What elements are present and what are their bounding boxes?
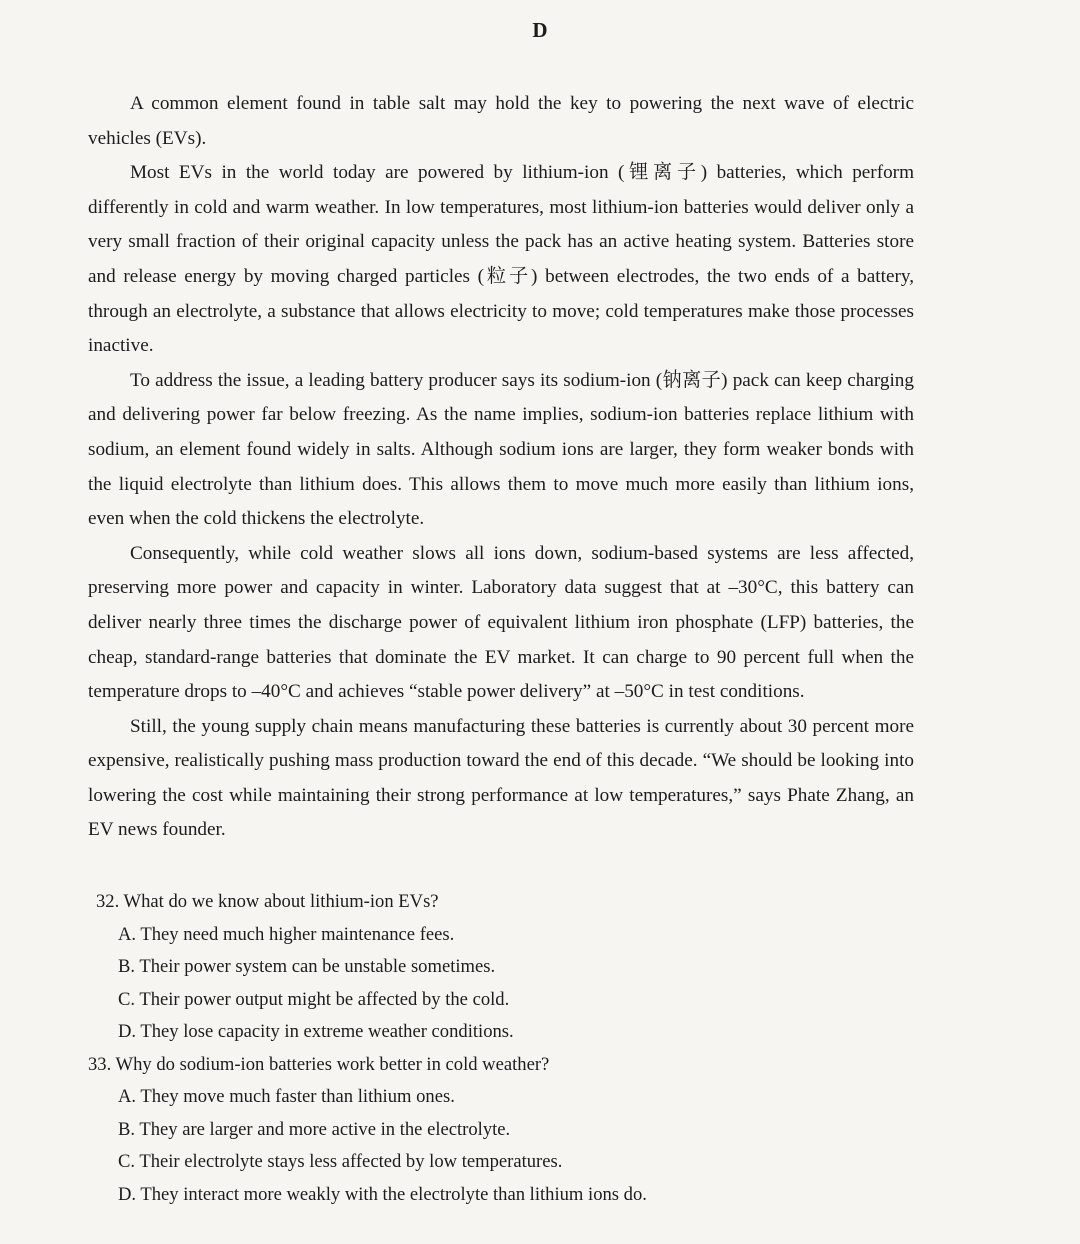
- passage-paragraph: To address the issue, a leading battery producer says its sodium-ion (钠离子) pack can keep charging and delivering power far below freezing. As the name implies, sodium-ion batteries replace lithium with sodium, an element found widely in salts. Although sodium ions are larger, they form weaker bonds with the liquid electrolyte than lithium does. This allows them to move much more easily than lithium ions, even when the cold thickens the electrolyte.: [88, 369, 914, 530]
- reading-passage: [88, 87, 914, 848]
- answer-option: B. They are larger and more active in the electrolyte.: [118, 1118, 511, 1140]
- answer-option: C. Their electrolyte stays less affected by low temperatures.: [118, 1151, 563, 1173]
- question-stem: 32. What do we know about lithium-ion EVs?: [96, 891, 439, 913]
- passage-paragraph: A common element found in table salt may hold the key to powering the next wave of electric vehicles (EVs).: [88, 93, 914, 149]
- answer-option: D. They lose capacity in extreme weather conditions.: [118, 1021, 514, 1043]
- question-stem: 33. Why do sodium-ion batteries work better in cold weather?: [88, 1053, 550, 1075]
- question-32: [88, 886, 914, 1049]
- answer-option: A. They need much higher maintenance fees.: [118, 923, 455, 945]
- passage-paragraph: Still, the young supply chain means manufacturing these batteries is currently about 30 percent more expensive, realistically pushing mass production toward the end of this decade. “We should be looking into lowering the cost while maintaining their strong performance at low temperatures,” says Phate Zhang, an EV news founder.: [88, 715, 914, 841]
- question-list: [88, 886, 914, 1211]
- passage-paragraph: Consequently, while cold weather slows all ions down, sodium-based systems are less affected, preserving more power and capacity in winter. Laboratory data suggest that at –30°C, this battery can deliver nearly three times the discharge power of equivalent lithium iron phosphate (LFP) batteries, the cheap, standard-range batteries that dominate the EV market. It can charge to 90 percent full when the temperature drops to –40°C and achieves “stable power delivery” at –50°C in test conditions.: [88, 542, 914, 703]
- passage-paragraph: Most EVs in the world today are powered by lithium-ion (锂离子) batteries, which perform differently in cold and warm weather. In low temperatures, most lithium-ion batteries would deliver only a very small fraction of their original capacity unless the pack has an active heating system. Batteries store and release energy by moving charged particles (粒子) between electrodes, the two ends of a battery, through an electrolyte, a substance that allows electricity to move; cold temperatures make those processes inactive.: [88, 162, 914, 357]
- section-heading: D: [532, 18, 548, 42]
- answer-option: B. Their power system can be unstable sometimes.: [118, 956, 496, 978]
- answer-option: D. They interact more weakly with the electrolyte than lithium ions do.: [118, 1183, 647, 1205]
- answer-option: A. They move much faster than lithium ones.: [118, 1086, 455, 1108]
- answer-option: C. Their power output might be affected by the cold.: [118, 988, 510, 1010]
- question-33: [88, 1049, 914, 1212]
